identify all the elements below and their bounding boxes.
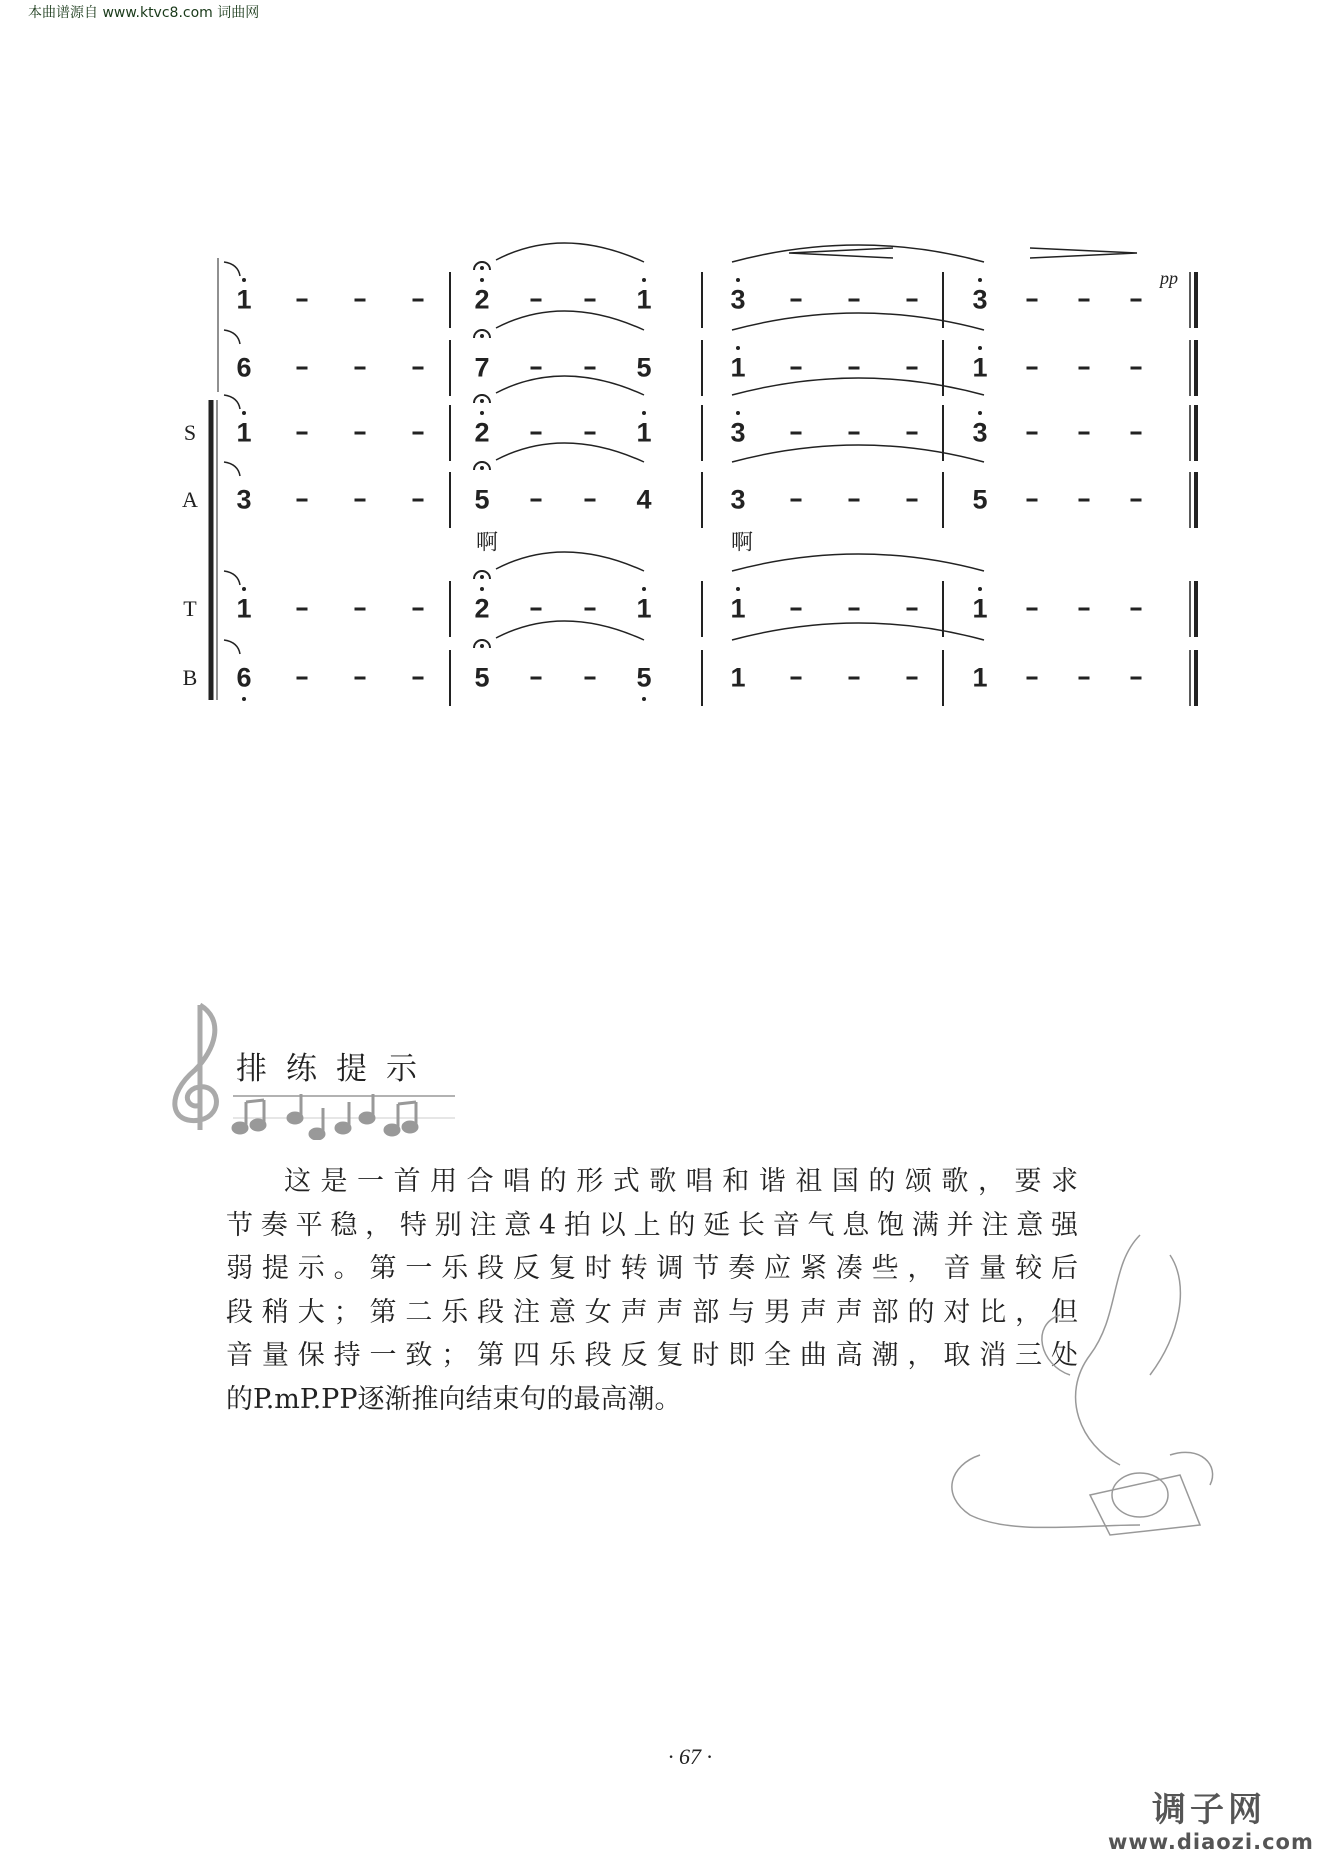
note: 1 xyxy=(636,417,652,448)
floral-instrument-illustration xyxy=(940,1225,1240,1555)
note: 6 xyxy=(236,662,252,693)
dash xyxy=(791,299,802,302)
dynamic-pp: pp xyxy=(1160,268,1178,288)
fermata-dot xyxy=(480,399,484,403)
dash xyxy=(585,499,596,502)
part-label-b: B xyxy=(182,665,198,690)
dash xyxy=(413,499,424,502)
decrescendo-hairpin xyxy=(1030,248,1137,258)
high-octave-dot xyxy=(978,587,982,591)
dash xyxy=(849,499,860,502)
dash xyxy=(531,499,542,502)
high-octave-dot xyxy=(978,278,982,282)
note: 1 xyxy=(730,662,746,693)
dash xyxy=(1027,299,1038,302)
watermark-name: 调子网 xyxy=(1152,1790,1266,1830)
tie-mark xyxy=(224,571,240,585)
dash xyxy=(531,608,542,611)
dash xyxy=(531,677,542,680)
tie-across-bar xyxy=(732,313,984,330)
slur xyxy=(496,621,644,640)
note: 3 xyxy=(730,284,746,315)
high-octave-dot xyxy=(736,346,740,350)
note: 1 xyxy=(636,284,652,315)
note: 1 xyxy=(972,352,988,383)
note: 6 xyxy=(236,352,252,383)
dash xyxy=(355,608,366,611)
dash xyxy=(1131,499,1142,502)
note: 5 xyxy=(972,484,988,515)
dash xyxy=(355,432,366,435)
high-octave-dot xyxy=(242,587,246,591)
high-octave-dot xyxy=(480,278,484,282)
note: 1 xyxy=(636,593,652,624)
dash xyxy=(1079,299,1090,302)
high-octave-dot xyxy=(736,278,740,282)
choral-score xyxy=(0,0,1321,760)
note: 1 xyxy=(730,352,746,383)
dash xyxy=(355,499,366,502)
dash xyxy=(531,367,542,370)
paragraph-line: 音量保持一致；第四乐段反复时即全曲高潮，取消三处 xyxy=(226,1340,1078,1371)
tie-across-bar xyxy=(732,445,984,462)
dash xyxy=(585,677,596,680)
high-octave-dot xyxy=(480,587,484,591)
dash xyxy=(849,432,860,435)
high-octave-dot xyxy=(242,278,246,282)
tie-across-bar xyxy=(732,554,984,571)
high-octave-dot xyxy=(736,587,740,591)
tie-across-bar xyxy=(732,378,984,395)
fermata-dot xyxy=(480,334,484,338)
dash xyxy=(585,299,596,302)
tie-mark xyxy=(224,395,240,409)
part-label-s: S xyxy=(183,420,197,445)
note: 5 xyxy=(474,484,490,515)
section-title: 排练提示 xyxy=(236,1051,436,1087)
dash xyxy=(413,608,424,611)
dash xyxy=(849,299,860,302)
dash xyxy=(355,367,366,370)
lyric: 啊 xyxy=(730,530,754,556)
dash xyxy=(791,677,802,680)
note: 1 xyxy=(236,284,252,315)
dash xyxy=(355,677,366,680)
dash xyxy=(1027,367,1038,370)
note: 3 xyxy=(730,484,746,515)
dash xyxy=(1027,499,1038,502)
dash xyxy=(907,367,918,370)
tie-mark xyxy=(224,330,240,344)
note: 1 xyxy=(236,593,252,624)
high-octave-dot xyxy=(978,411,982,415)
score-lines xyxy=(0,0,1321,760)
dash xyxy=(791,432,802,435)
dash xyxy=(413,432,424,435)
dash xyxy=(1131,299,1142,302)
crescendo-hairpin xyxy=(789,248,893,258)
dash xyxy=(355,299,366,302)
dash xyxy=(1079,677,1090,680)
dash xyxy=(585,367,596,370)
tie-across-bar xyxy=(732,245,984,262)
high-octave-dot xyxy=(642,587,646,591)
dash xyxy=(1131,677,1142,680)
low-octave-dot xyxy=(642,697,646,701)
tie-mark xyxy=(224,262,240,276)
paragraph-line: 的P.mP.PP逐渐推向结束句的最高潮。 xyxy=(226,1383,682,1415)
note: 2 xyxy=(474,284,490,315)
paragraph-line: 这是一首用合唱的形式歌唱和谐祖国的颂歌，要求 xyxy=(284,1166,1078,1197)
note: 5 xyxy=(636,352,652,383)
tie-mark xyxy=(224,640,240,654)
dash xyxy=(1079,432,1090,435)
tie-across-bar xyxy=(732,623,984,640)
dash xyxy=(585,432,596,435)
dash xyxy=(849,367,860,370)
dash xyxy=(1131,367,1142,370)
dash xyxy=(297,677,308,680)
dash xyxy=(791,367,802,370)
dash xyxy=(413,677,424,680)
slur xyxy=(496,376,644,395)
dash xyxy=(907,499,918,502)
dash xyxy=(297,367,308,370)
dash xyxy=(1027,432,1038,435)
note: 3 xyxy=(972,417,988,448)
fermata-dot xyxy=(480,466,484,470)
note: 1 xyxy=(972,662,988,693)
note: 3 xyxy=(730,417,746,448)
note: 5 xyxy=(636,662,652,693)
dash xyxy=(585,608,596,611)
watermark-url: www.diaozi.com xyxy=(1108,1830,1314,1854)
note: 3 xyxy=(236,484,252,515)
note: 1 xyxy=(972,593,988,624)
dash xyxy=(531,299,542,302)
slur xyxy=(496,443,644,462)
note: 5 xyxy=(474,662,490,693)
high-octave-dot xyxy=(480,411,484,415)
low-octave-dot xyxy=(242,697,246,701)
note: 1 xyxy=(236,417,252,448)
paragraph-line: 弱提示。第一乐段反复时转调节奏应紧凑些，音量较后 xyxy=(226,1253,1078,1284)
high-octave-dot xyxy=(242,411,246,415)
dash xyxy=(1027,677,1038,680)
lyric: 啊 xyxy=(475,530,499,556)
dash xyxy=(1079,499,1090,502)
dash xyxy=(791,608,802,611)
dash xyxy=(1079,608,1090,611)
dash xyxy=(907,432,918,435)
dash xyxy=(1079,367,1090,370)
note: 2 xyxy=(474,417,490,448)
dash xyxy=(907,299,918,302)
part-label-a: A xyxy=(182,487,198,512)
paragraph-line: 节奏平稳，特别注意4拍以上的延长音气息饱满并注意强 xyxy=(226,1209,1078,1241)
fermata-dot xyxy=(480,266,484,270)
tie-mark xyxy=(224,462,240,476)
slur xyxy=(496,311,644,330)
high-octave-dot xyxy=(642,411,646,415)
slur xyxy=(496,552,644,571)
dash xyxy=(531,432,542,435)
source-note: 本曲谱源自 www.ktvc8.com 词曲网 xyxy=(28,5,260,21)
dash xyxy=(1027,608,1038,611)
paragraph-line: 段稍大；第二乐段注意女声声部与男声声部的对比，但 xyxy=(226,1296,1078,1328)
fermata-dot xyxy=(480,644,484,648)
dash xyxy=(1131,608,1142,611)
page-number: · 67 · xyxy=(668,1744,712,1769)
dash xyxy=(297,499,308,502)
dash xyxy=(849,608,860,611)
dash xyxy=(907,608,918,611)
dash xyxy=(413,367,424,370)
fermata-dot xyxy=(480,575,484,579)
note: 3 xyxy=(972,284,988,315)
slur xyxy=(496,243,644,262)
dash xyxy=(297,299,308,302)
dash xyxy=(413,299,424,302)
note: 1 xyxy=(730,593,746,624)
dash xyxy=(1131,432,1142,435)
dash xyxy=(791,499,802,502)
high-octave-dot xyxy=(642,278,646,282)
dash xyxy=(849,677,860,680)
note: 4 xyxy=(636,484,652,515)
note: 7 xyxy=(474,352,490,383)
high-octave-dot xyxy=(736,411,740,415)
high-octave-dot xyxy=(978,346,982,350)
dash xyxy=(297,432,308,435)
note: 2 xyxy=(474,593,490,624)
dash xyxy=(297,608,308,611)
dash xyxy=(907,677,918,680)
part-label-t: T xyxy=(183,596,197,621)
